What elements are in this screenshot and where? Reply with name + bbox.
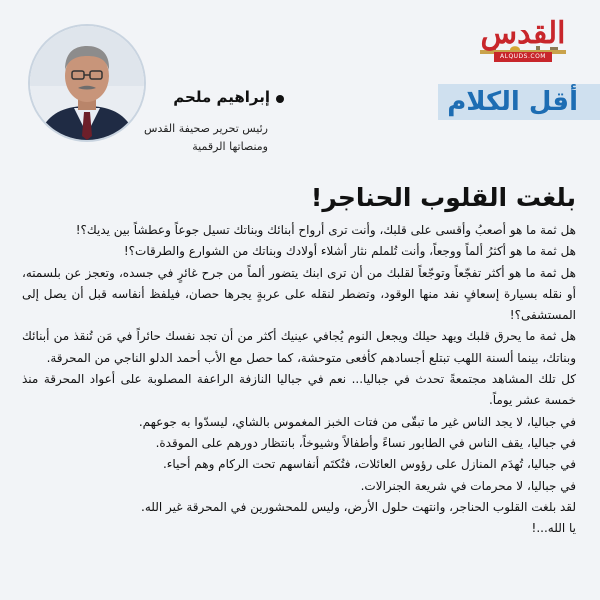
article-paragraph: في جباليا، يقف الناس في الطابور نساءً وأطفالاً وشيوخاً، بانتظار دورهم على الموقدة.: [155, 435, 576, 450]
article-paragraph: كل تلك المشاهد مجتمعةً تحدث في جباليا... نعم في جباليا النازفة الراعفة المصلوبة على أعواد المحرقة منذ خمسة عشر يوماً.: [22, 372, 576, 408]
logo-wordmark: القدس: [480, 16, 566, 51]
logo-web-label: ALQUDS.COM: [494, 52, 552, 62]
article-paragraph: يا الله...!: [531, 521, 576, 536]
column-title: أقل الكلام: [447, 87, 578, 117]
article-paragraph: لقد بلغت القلوب الحناجر، وانتهت حلول الأرض، وليس للمحشورين في المحرقة غير الله.: [141, 499, 576, 514]
newspaper-logo: [476, 14, 570, 70]
article-headline: بلغت القلوب الحناجر!: [310, 183, 576, 212]
author-name: إبراهيم ملحم: [173, 88, 270, 106]
bullet-icon: [276, 95, 284, 103]
article-paragraph: في جباليا، لا يجد الناس غير ما تبقّى من فتات الخبز المغموس بالشاي، ليسدّوا به جوعهم.: [138, 414, 576, 429]
article-paragraph: هل ثمة ما هو أكثر تفجّعاً وتوجّعاً لقلبك من أن ترى ابنك يتضور ألماً من جرح غائرٍ في جسده، وتعجز عن بلسمته، أو نقله بسيارة إسعافٍ نفد منها الوقود، وتضطر لنقله على عربةٍ يجرها حصان، فيلفظ أنفاسه قبل أن يصل إلى المستشفى؟!: [22, 265, 576, 323]
article-paragraph: هل ثمة ما هو أكثرُ ألماً ووجعاً، وأنت تُلملم نثار أشلاء أولادك وبناتك من الشوارع والطرقات؟!: [123, 244, 576, 259]
header: [0, 0, 600, 170]
article-paragraph: في جباليا، تُهدَم المنازل على رؤوس العائلات، فتُكتَم أنفاسهم تحت الركام وهم أحياء.: [162, 457, 576, 472]
author-role: رئيس تحرير صحيفة القدس ومنصاتها الرقمية: [144, 122, 268, 153]
article-paragraph: هل ثمة ما هو أصعبُ وأقسى على قلبك، وأنت ترى أرواح أبنائك وبناتك تسيل جوعاً وعطشاً بين يديك؟!: [75, 223, 576, 237]
article-paragraph: هل ثمة ما يحرق قلبك ويهد حيلك ويجعل النوم يُجافي عينيك أكثر من أن تجد نفسك حائراً في مَن تُنقذ من أبنائك وبناتك، بينما ألسنة اللهب تبتلع أجسادهم كأفعى متوحشة، كما حصل مع الأب أحمد الدلو الناجي من المحرقة.: [22, 329, 576, 365]
article-paragraph: في جباليا، لا محرمات في شريعة الجنرالات.: [360, 478, 576, 493]
article-body: [22, 180, 576, 539]
